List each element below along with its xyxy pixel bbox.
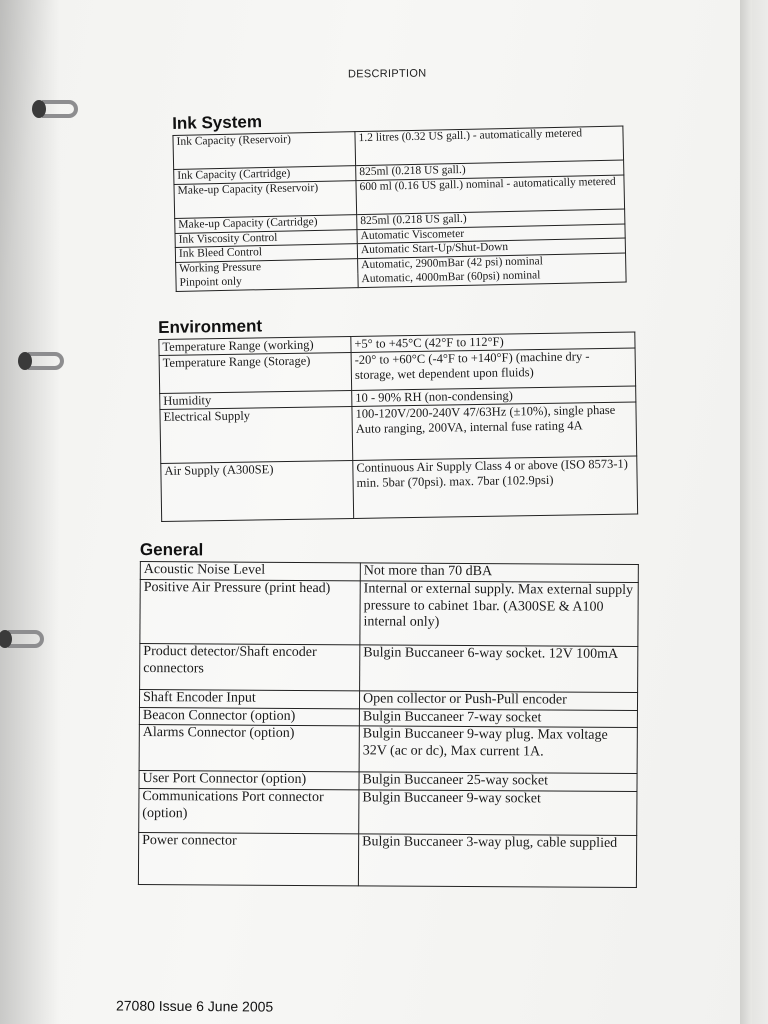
spec-value: 1.2 litres (0.32 US gall.) - automatically metered: [355, 126, 624, 166]
table-row: [139, 707, 637, 728]
spec-value: 100-120V/200-240V 47/63Hz (±10%), single phase Auto ranging, 200VA, internal fuse rating 4A: [352, 402, 637, 460]
binder-ring-icon: [8, 630, 44, 648]
section-title: Ink System: [172, 112, 263, 133]
spec-label: Pinpoint only: [176, 273, 358, 291]
page-edge: [740, 0, 752, 1024]
spec-value: Bulgin Buccaneer 3-way plug, cable supplied: [358, 834, 636, 888]
environment-section: [158, 311, 638, 522]
spec-label: Ink Capacity (Cartridge): [174, 166, 356, 185]
spec-value: Automatic, 4000mBar (60psi) nominal: [358, 268, 626, 288]
spec-label: Make-up Capacity (Cartridge): [175, 214, 357, 233]
spec-value: Bulgin Buccaneer 25-way socket: [359, 772, 637, 791]
spec-label: Temperature Range (Storage): [159, 352, 352, 393]
spec-label: Electrical Supply: [160, 406, 353, 463]
spec-label: Acoustic Noise Level: [140, 562, 360, 581]
spec-label: Shaft Encoder Input: [139, 689, 359, 708]
table-row: [139, 725, 637, 774]
table-row: [140, 643, 638, 692]
general-table: [138, 561, 639, 888]
spec-label: Communications Port connector (option): [139, 789, 359, 834]
spec-value: Automatic Viscometer: [357, 224, 625, 244]
spec-value: 10 - 90% RH (non-condensing): [352, 386, 636, 406]
spec-value: Automatic Start-Up/Shut-Down: [357, 238, 625, 258]
spec-value: +5° to +45°C (42°F to 112°F): [351, 332, 635, 352]
table-row: [160, 402, 637, 463]
spec-label: Ink Capacity (Reservoir): [173, 132, 356, 170]
section-title: Environment: [158, 316, 263, 337]
ink-system-table: [172, 126, 626, 292]
spec-label: Beacon Connector (option): [139, 707, 359, 726]
spec-label: Make-up Capacity (Reservoir): [174, 180, 357, 218]
spec-value: Open collector or Push-Pull encoder: [359, 691, 637, 710]
spec-value: Continuous Air Supply Class 4 or above (ISO 8573-1) min. 5bar (70psi). max. 7bar (102.9psi): [353, 456, 638, 518]
spec-label: User Port Connector (option): [139, 771, 359, 790]
table-row: [161, 456, 638, 521]
spec-label: Ink Viscosity Control: [175, 229, 357, 248]
spec-label: Alarms Connector (option): [139, 725, 359, 772]
spec-label: Humidity: [160, 390, 352, 409]
table-row: [139, 689, 637, 710]
page-footer: 27080 Issue 6 June 2005: [115, 997, 274, 1015]
spec-value: 825ml (0.218 US gall.): [356, 160, 624, 180]
table-row: [140, 562, 638, 583]
spec-value: Bulgin Buccaneer 6-way socket. 12V 100mA: [360, 645, 638, 693]
binder-ring-icon: [28, 352, 64, 370]
spec-label: Ink Bleed Control: [175, 244, 357, 263]
ink-system-section: [172, 105, 627, 292]
spec-label: Air Supply (A300SE): [161, 460, 354, 521]
spec-value: Internal or external supply. Max external supply pressure to cabinet 1bar. (A300SE & A100 internal only): [360, 581, 638, 647]
table-row: [139, 789, 637, 836]
spec-value: Bulgin Buccaneer 9-way plug. Max voltage 32V (ac or dc), Max current 1A.: [359, 726, 637, 774]
spec-value: Not more than 70 dBA: [360, 563, 638, 582]
spec-label: Power connector: [138, 833, 358, 886]
spec-label: Temperature Range (working): [159, 336, 351, 355]
spec-value: Bulgin Buccaneer 9-way socket: [359, 790, 637, 836]
spec-value: Automatic, 2900mBar (42 psi) nominal: [358, 253, 626, 273]
table-row: [140, 579, 638, 646]
spec-value: Bulgin Buccaneer 7-way socket: [359, 708, 637, 727]
general-section: [138, 540, 639, 888]
table-row: [139, 771, 637, 792]
environment-table: [158, 332, 638, 522]
spec-label: Product detector/Shaft encoder connectors: [140, 643, 360, 690]
spec-label: Positive Air Pressure (print head): [140, 579, 360, 644]
spec-value: 600 ml (0.16 US gall.) nominal - automatically metered: [356, 175, 625, 215]
binder-ring-icon: [42, 100, 78, 118]
section-title: General: [139, 540, 204, 560]
spec-label: Working Pressure: [176, 259, 358, 277]
table-row: [138, 833, 636, 888]
page-header: DESCRIPTION: [347, 67, 427, 81]
spec-value: -20° to +60°C (-4°F to +140°F) (machine dry - storage, wet dependent upon fluids): [351, 348, 636, 390]
spec-value: 825ml (0.218 US gall.): [357, 209, 625, 229]
binder-shadow: [0, 0, 60, 1024]
